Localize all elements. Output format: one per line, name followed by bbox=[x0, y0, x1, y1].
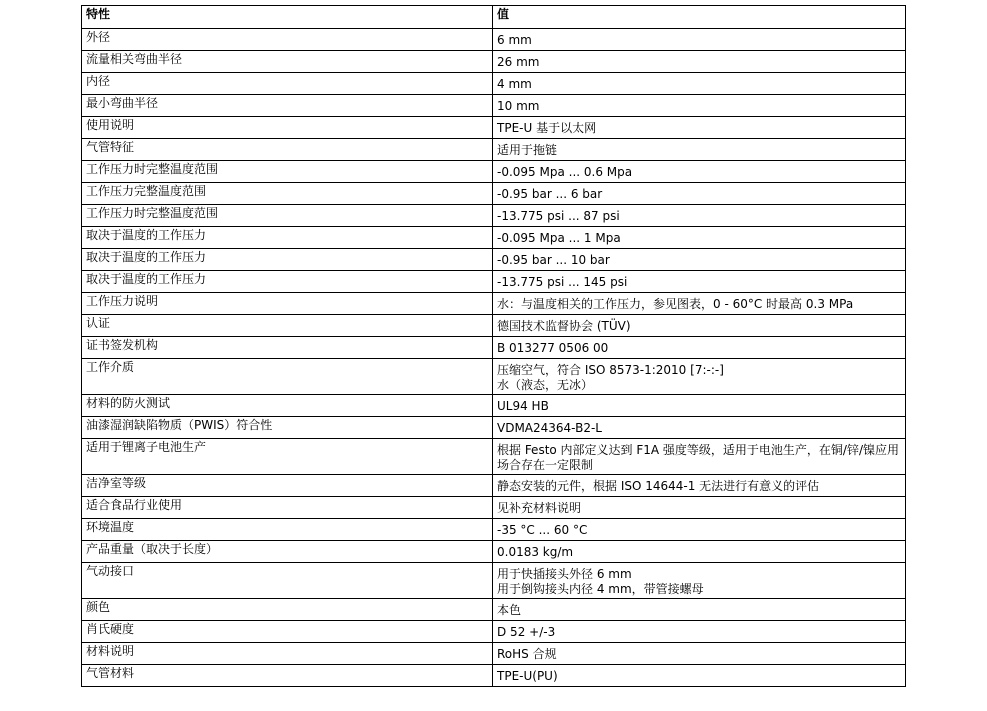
value-cell bbox=[493, 563, 906, 599]
value-line: -0.95 bar ... 6 bar bbox=[497, 187, 603, 201]
property-cell: 油漆湿润缺陷物质（PWIS）符合性 bbox=[82, 417, 493, 439]
property-cell: 外径 bbox=[82, 29, 493, 51]
value-cell bbox=[493, 599, 906, 621]
value-cell bbox=[493, 621, 906, 643]
property-cell: 工作压力时完整温度范围 bbox=[82, 161, 493, 183]
value-line: 适用于拖链 bbox=[497, 143, 558, 157]
property-cell: 使用说明 bbox=[82, 117, 493, 139]
table-header-row bbox=[82, 6, 906, 29]
property-cell: 取决于温度的工作压力 bbox=[82, 227, 493, 249]
property-cell: 内径 bbox=[82, 73, 493, 95]
value-line: 压缩空气，符合 ISO 8573-1:2010 [7:-:-] bbox=[497, 363, 724, 377]
table-row bbox=[82, 359, 906, 395]
value-line: 用于倒钩接头内径 4 mm，带管接螺母 bbox=[497, 582, 704, 596]
table-row bbox=[82, 337, 906, 359]
property-cell: 气动接口 bbox=[82, 563, 493, 599]
value-cell bbox=[493, 359, 906, 395]
value-cell bbox=[493, 439, 906, 475]
property-cell: 适合食品行业使用 bbox=[82, 497, 493, 519]
value-cell bbox=[493, 51, 906, 73]
spec-table bbox=[81, 5, 906, 687]
value-line: 用于快插接头外径 6 mm bbox=[497, 567, 632, 581]
value-cell bbox=[493, 417, 906, 439]
value-line: 水（液态，无冰） bbox=[497, 378, 594, 392]
value-line: 6 mm bbox=[497, 33, 532, 47]
value-line: VDMA24364-B2-L bbox=[497, 421, 602, 435]
value-cell bbox=[493, 337, 906, 359]
property-cell: 工作压力完整温度范围 bbox=[82, 183, 493, 205]
value-line: B 013277 0506 00 bbox=[497, 341, 609, 355]
property-cell: 产品重量（取决于长度） bbox=[82, 541, 493, 563]
column-header-property: 特性 bbox=[82, 6, 493, 29]
value-line: TPE-U(PU) bbox=[497, 669, 558, 683]
table-row bbox=[82, 621, 906, 643]
column-header-value: 值 bbox=[493, 6, 906, 29]
property-cell: 最小弯曲半径 bbox=[82, 95, 493, 117]
property-cell: 取决于温度的工作压力 bbox=[82, 249, 493, 271]
value-line: 见补充材料说明 bbox=[497, 501, 582, 515]
property-cell: 工作介质 bbox=[82, 359, 493, 395]
value-cell bbox=[493, 183, 906, 205]
value-line: 0.0183 kg/m bbox=[497, 545, 574, 559]
value-line: -35 °C ... 60 °C bbox=[497, 523, 588, 537]
value-line: 水：与温度相关的工作压力，参见图表，0 - 60°C 时最高 0.3 MPa bbox=[497, 297, 854, 311]
value-cell bbox=[493, 541, 906, 563]
value-cell bbox=[493, 665, 906, 687]
value-line: D 52 +/-3 bbox=[497, 625, 556, 639]
table-row bbox=[82, 183, 906, 205]
table-row bbox=[82, 563, 906, 599]
value-line: 4 mm bbox=[497, 77, 532, 91]
value-cell bbox=[493, 475, 906, 497]
property-cell: 工作压力时完整温度范围 bbox=[82, 205, 493, 227]
value-line: 静态安装的元件，根据 ISO 14644-1 无法进行有意义的评估 bbox=[497, 479, 820, 493]
value-cell bbox=[493, 497, 906, 519]
value-cell bbox=[493, 161, 906, 183]
value-cell bbox=[493, 249, 906, 271]
value-cell bbox=[493, 271, 906, 293]
table-row bbox=[82, 315, 906, 337]
table-row bbox=[82, 439, 906, 475]
value-line: -13.775 psi ... 87 psi bbox=[497, 209, 620, 223]
value-line: 根据 Festo 内部定义达到 F1A 强度等级，适用于电池生产，在铜/锌/镍应用场合存在一定限制 bbox=[497, 443, 900, 472]
table-row bbox=[82, 29, 906, 51]
value-line: 26 mm bbox=[497, 55, 540, 69]
table-row bbox=[82, 599, 906, 621]
value-cell bbox=[493, 95, 906, 117]
table-row bbox=[82, 51, 906, 73]
value-cell bbox=[493, 395, 906, 417]
value-cell bbox=[493, 73, 906, 95]
property-cell: 材料说明 bbox=[82, 643, 493, 665]
table-row bbox=[82, 665, 906, 687]
value-cell bbox=[493, 315, 906, 337]
property-cell: 肖氏硬度 bbox=[82, 621, 493, 643]
property-cell: 环境温度 bbox=[82, 519, 493, 541]
value-cell bbox=[493, 139, 906, 161]
value-cell bbox=[493, 519, 906, 541]
value-cell bbox=[493, 117, 906, 139]
table-row bbox=[82, 417, 906, 439]
table-row bbox=[82, 395, 906, 417]
value-line: -0.95 bar ... 10 bar bbox=[497, 253, 610, 267]
value-line: UL94 HB bbox=[497, 399, 549, 413]
table-row bbox=[82, 271, 906, 293]
table-row bbox=[82, 541, 906, 563]
property-cell: 材料的防火测试 bbox=[82, 395, 493, 417]
table-row bbox=[82, 249, 906, 271]
value-line: 本色 bbox=[497, 603, 522, 617]
value-cell bbox=[493, 293, 906, 315]
table-row bbox=[82, 117, 906, 139]
table-row bbox=[82, 139, 906, 161]
value-cell bbox=[493, 205, 906, 227]
table-row bbox=[82, 73, 906, 95]
value-line: -0.095 Mpa ... 0.6 Mpa bbox=[497, 165, 633, 179]
property-cell: 气管特征 bbox=[82, 139, 493, 161]
value-cell bbox=[493, 643, 906, 665]
property-cell: 洁净室等级 bbox=[82, 475, 493, 497]
property-cell: 颜色 bbox=[82, 599, 493, 621]
table-row bbox=[82, 205, 906, 227]
table-row bbox=[82, 643, 906, 665]
property-cell: 适用于锂离子电池生产 bbox=[82, 439, 493, 475]
property-cell: 工作压力说明 bbox=[82, 293, 493, 315]
value-line: 德国技术监督协会 (TÜV) bbox=[497, 319, 631, 333]
table-row bbox=[82, 293, 906, 315]
value-line: 10 mm bbox=[497, 99, 540, 113]
value-line: TPE-U 基于以太网 bbox=[497, 121, 597, 135]
table-row bbox=[82, 475, 906, 497]
value-line: -0.095 Mpa ... 1 Mpa bbox=[497, 231, 621, 245]
value-line: RoHS 合规 bbox=[497, 647, 557, 661]
table-row bbox=[82, 227, 906, 249]
table-row bbox=[82, 497, 906, 519]
table-row bbox=[82, 519, 906, 541]
property-cell: 认证 bbox=[82, 315, 493, 337]
property-cell: 流量相关弯曲半径 bbox=[82, 51, 493, 73]
property-cell: 证书签发机构 bbox=[82, 337, 493, 359]
property-cell: 取决于温度的工作压力 bbox=[82, 271, 493, 293]
table-body bbox=[82, 29, 906, 687]
property-cell: 气管材料 bbox=[82, 665, 493, 687]
value-line: -13.775 psi ... 145 psi bbox=[497, 275, 628, 289]
table-row bbox=[82, 95, 906, 117]
value-cell bbox=[493, 29, 906, 51]
table-row bbox=[82, 161, 906, 183]
value-cell bbox=[493, 227, 906, 249]
